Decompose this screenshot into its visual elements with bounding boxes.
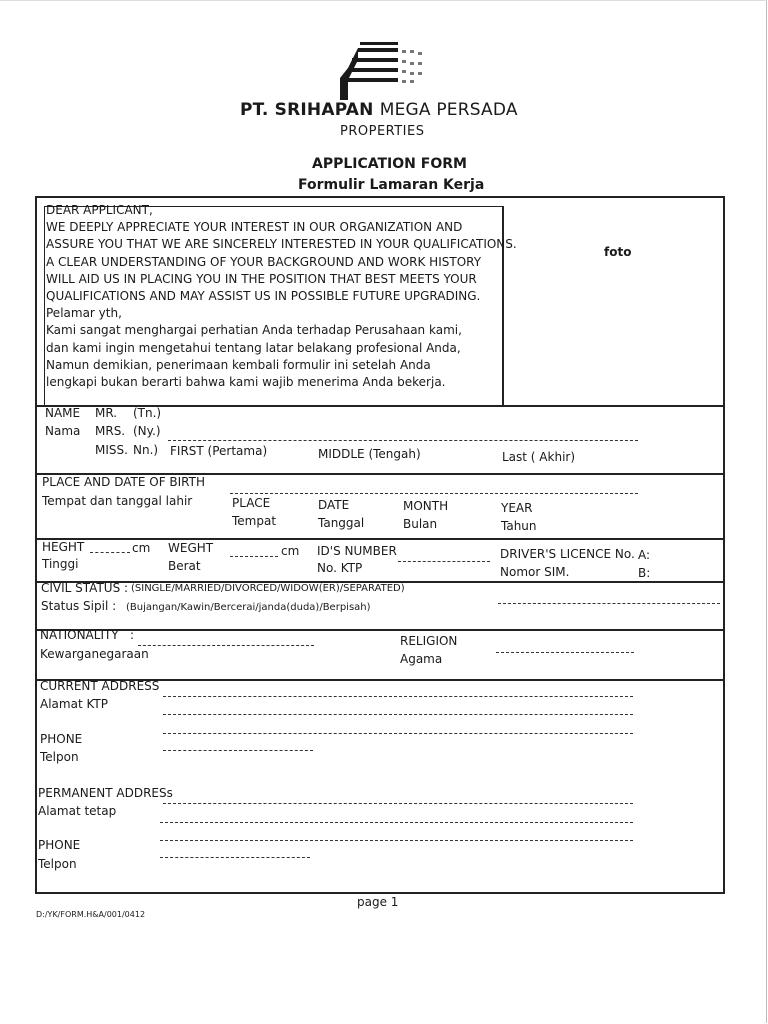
birth-field[interactable] [230,493,638,494]
current-address-field-2[interactable] [163,714,633,715]
name-middle-label: MIDDLE (Tengah) [318,447,421,461]
licence-label-en: DRIVER'S LICENCE No. [500,547,635,561]
company-subtitle: PROPERTIES [340,124,425,139]
birth-date-en: DATE [318,498,350,512]
name-label-en: NAME [45,406,81,420]
birth-month-en: MONTH [403,499,449,513]
nationality-label-id: Kewarganegaraan [40,647,149,661]
birth-year-id: Tahun [501,519,537,533]
religion-label-id: Agama [400,652,443,666]
id-number-field[interactable] [398,561,490,562]
civil-options-en: (SINGLE/MARRIED/DIVORCED/WIDOW(ER)/SEPARATED) [131,583,405,594]
company-name [240,100,518,120]
licence-label-id: Nomor SIM. [500,565,570,579]
phone2-label-id: Telpon [38,857,77,871]
name-field[interactable] [168,440,638,441]
intro-left-line [44,206,45,406]
current-address-label-id: Alamat KTP [40,697,108,711]
birth-year-en: YEAR [501,501,533,515]
civil-status-field[interactable] [498,603,720,604]
permanent-address-field-2[interactable] [160,822,633,823]
civil-options-id: (Bujangan/Kawin/Bercerai/janda(duda)/Berpisah) [126,602,371,613]
nationality-colon: : [130,628,135,642]
current-address-field-1[interactable] [163,696,633,697]
birth-place-id: Tempat [232,514,277,528]
phone2-label-en: PHONE [38,838,81,852]
id-number-label-en: ID'S NUMBER [317,544,397,558]
permanent-address-field-1[interactable] [163,803,633,804]
permanent-address-field-3[interactable] [160,840,633,841]
height-unit: cm [132,541,151,555]
licence-b-label: B: [638,566,651,580]
weight-label-en: WEGHT [168,541,214,555]
weight-label-id: Berat [168,559,201,573]
birth-date-id: Tanggal [318,516,365,530]
height-label-id: Tinggi [42,557,79,571]
religion-field[interactable] [496,652,634,653]
current-address-field-3[interactable] [163,733,633,734]
name-last-label: Last ( Akhir) [502,450,576,464]
name-first-label: FIRST (Pertama) [170,444,268,458]
company-name-rest: MEGA PERSADA [379,100,518,120]
company-logo-icon [338,38,428,100]
nationality-field[interactable] [138,645,314,646]
phone2-field[interactable] [160,857,310,858]
document-code: D:/YK/FORM.H&A/001/0412 [36,910,146,919]
id-number-label-id: No. KTP [317,561,363,575]
name-label-id: Nama [45,424,81,438]
height-label-en: HEGHT [42,540,85,554]
permanent-address-label-en: PERMANENT ADDRESs [38,786,173,800]
photo-label: foto [604,245,632,259]
intro-text: DEAR APPLICANT, WE DEEPLY APPRECIATE YOUR INTEREST IN OUR ORGANIZATION AND ASSURE YOU THAT WE ARE SINCERELY INTERESTED IN YOUR QUALIFICATIONS. A CLEAR UNDERSTANDING OF YOUR BACKGROUND AND WORK HISTORY WILL AID US IN PLACING YOU IN THE POSITION THAT BEST MEETS YOUR QUALIFICATIONS AND MAY ASSIST US IN POSSIBLE FUTURE UPGRADING. Pelamar yth, Kami sangat menghargai perhatian Anda terhadap Perusahaan kami, dan kami ingin mengetahui tentang latar belakang profesional Anda, Namun demikian, penerimaan kembali formulir ini setelah Anda lengkapi bukan berarti bahwa kami wajib menerima Anda bekerja. [46,203,517,390]
divider-civil [35,629,725,631]
form-title: APPLICATION FORM [312,156,467,172]
weight-unit: cm [281,544,300,558]
phone1-label-id: Telpon [40,750,79,764]
phone1-field[interactable] [163,750,313,751]
licence-a-label: A: [638,548,651,562]
birth-label-id: Tempat dan tanggal lahir [42,494,193,508]
religion-label-en: RELIGION [400,634,458,648]
company-name-bold: PT. SRIHAPAN [240,100,374,120]
civil-label-id: Status Sipil : [41,599,117,613]
title-mr-id: (Tn.) [133,406,162,420]
current-address-label-en: CURRENT ADDRESS [40,679,160,693]
title-miss-id: Nn.) [133,443,159,457]
civil-label-en: CIVIL STATUS : [41,581,129,595]
permanent-address-label-id: Alamat tetap [38,804,117,818]
birth-place-en: PLACE [232,496,271,510]
phone1-label-en: PHONE [40,732,83,746]
title-mrs-id: (Ny.) [133,424,161,438]
weight-field[interactable] [230,556,278,557]
title-miss: MISS. [95,443,128,457]
height-field[interactable] [90,552,130,553]
nationality-label-en: NATIONALITY [40,628,119,642]
birth-label-en: PLACE AND DATE OF BIRTH [42,475,205,489]
birth-month-id: Bulan [403,517,438,531]
page-number: page 1 [357,895,399,909]
title-mrs: MRS. [95,424,126,438]
form-subtitle: Formulir Lamaran Kerja [298,177,485,193]
title-mr: MR. [95,406,118,420]
